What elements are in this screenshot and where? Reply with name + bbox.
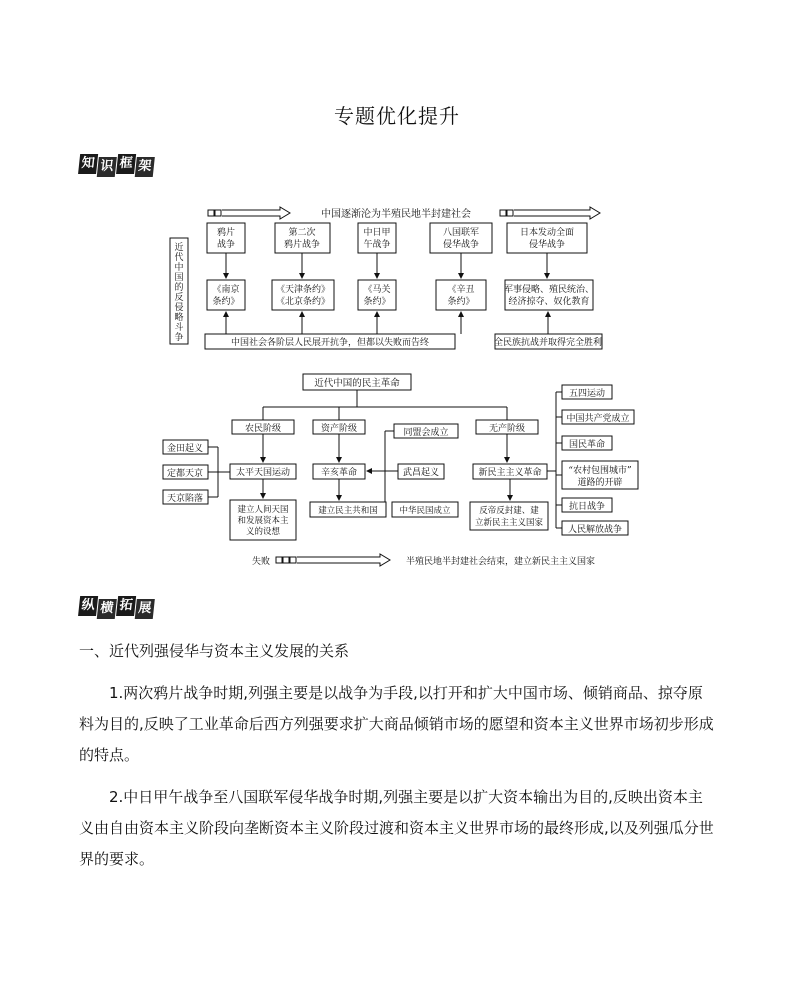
war-text: 日本发动全面 — [519, 228, 575, 238]
side-char: 反 — [174, 293, 184, 303]
war-text: 侵华战争 — [528, 240, 566, 250]
badge-char: 展 — [135, 599, 155, 619]
badge-char: 框 — [116, 154, 136, 174]
movement-text: 太平天国运动 — [235, 468, 291, 478]
side-char: 争 — [174, 333, 184, 343]
victory-text: 全民族抗战并取得完全胜利 — [493, 338, 603, 348]
treaty-text: 《天津条约》 — [275, 285, 331, 295]
right-event-text: 道路的开辟 — [577, 478, 623, 488]
war-text: 鸦片战争 — [283, 240, 321, 250]
side-char: 斗 — [174, 323, 184, 333]
side-char: 代 — [174, 253, 184, 263]
paragraph-1: 1.两次鸦片战争时期,列强主要是以战争为手段,以打开和扩大中国市场、倾销商品、掠夺原料为目的,反映了工业革命后西方列强要求扩大商品倾销市场的愿望和资本主义世界市场初步形成的特点。 — [79, 684, 714, 764]
result-text: 中华民国成立 — [399, 506, 451, 516]
badge-char: 知 — [78, 154, 98, 174]
header-arrow-right — [500, 207, 600, 219]
right-event-text: 国民革命 — [568, 440, 606, 450]
war-text: 午战争 — [363, 240, 391, 250]
wuchang-text: 武昌起义 — [402, 468, 440, 478]
war-text: 中日甲 — [363, 228, 391, 238]
result-text: 反帝反封建、建 — [479, 506, 539, 516]
left-event-text: 天京陷落 — [166, 494, 204, 504]
treaty-text: 条约》 — [447, 297, 475, 307]
war-text: 鸦片 — [216, 228, 236, 238]
header-arrow-left — [208, 207, 290, 219]
side-char: 近 — [174, 243, 184, 253]
tongmenghui-text: 同盟会成立 — [403, 428, 449, 438]
right-event-text: 中国共产党成立 — [566, 414, 630, 424]
war-text: 第二次 — [288, 228, 316, 238]
movement-text: 新民主主义革命 — [478, 468, 542, 478]
badge-char: 横 — [97, 599, 117, 619]
side-char: 国 — [174, 273, 184, 283]
treaty-text: 《辛丑 — [447, 285, 475, 295]
badge-extended-expansion — [79, 597, 155, 617]
movement-text: 辛亥革命 — [320, 468, 358, 478]
badge-char: 识 — [97, 157, 117, 177]
resistance-text: 中国社会各阶层人民展开抗争，但都以失败而告终 — [230, 338, 430, 348]
treaty-text: 经济掠夺、奴化教育 — [508, 297, 590, 307]
side-char: 略 — [174, 313, 184, 323]
treaty-text: 军事侵略、殖民统治、 — [503, 285, 595, 295]
badge-char: 架 — [135, 157, 155, 177]
right-event-text: “农村包围城市” — [568, 466, 632, 476]
war-text: 侵华战争 — [442, 240, 480, 250]
header-text: 中国逐渐沦为半殖民地半封建社会 — [321, 209, 471, 220]
right-event-text: 抗日战争 — [568, 502, 606, 512]
root-text: 近代中国的民主革命 — [314, 378, 400, 389]
treaty-text: 《北京条约》 — [275, 297, 331, 307]
side-char: 的 — [174, 283, 184, 293]
outcome-arrow — [276, 554, 390, 566]
class-text: 资产阶级 — [320, 424, 358, 434]
right-event-text: 五四运动 — [568, 389, 606, 399]
side-char: 侵 — [174, 303, 184, 313]
result-text: 建立人间天国 — [237, 505, 289, 515]
result-text: 建立民主共和国 — [318, 506, 378, 516]
treaty-text: 《马关 — [363, 285, 391, 295]
badge-char: 纵 — [78, 596, 98, 616]
fail-text: 失败 — [252, 557, 271, 567]
treaty-text: 《南京 — [212, 285, 240, 295]
treaty-text: 条约》 — [212, 297, 240, 307]
war-text: 八国联军 — [442, 228, 480, 238]
class-text: 农民阶级 — [244, 424, 282, 434]
result-text: 义的设想 — [245, 527, 281, 537]
left-event-text: 金田起义 — [166, 444, 204, 454]
outcome-text: 半殖民地半封建社会结束，建立新民主主义国家 — [406, 557, 596, 567]
result-text: 立新民主主义国家 — [474, 518, 544, 528]
treaty-text: 条约》 — [363, 297, 391, 307]
right-event-text: 人民解放战争 — [567, 525, 623, 535]
section-heading: 一、近代列强侵华与资本主义发展的关系 — [79, 642, 350, 660]
war-text: 战争 — [216, 240, 236, 250]
class-text: 无产阶级 — [488, 424, 526, 434]
side-char: 中 — [174, 263, 184, 273]
left-event-text: 定都天京 — [166, 469, 204, 479]
page-title: 专题优化提升 — [334, 104, 460, 128]
badge-char: 拓 — [116, 596, 136, 616]
result-text: 和发展资本主 — [237, 516, 289, 526]
paragraph-2: 2.中日甲午战争至八国联军侵华战争时期,列强主要是以扩大资本输出为目的,反映出资本主义由自由资本主义阶段向垄断资本主义阶段过渡和资本主义世界市场的最终形成,以及列强瓜分世界的要求。 — [79, 788, 714, 868]
